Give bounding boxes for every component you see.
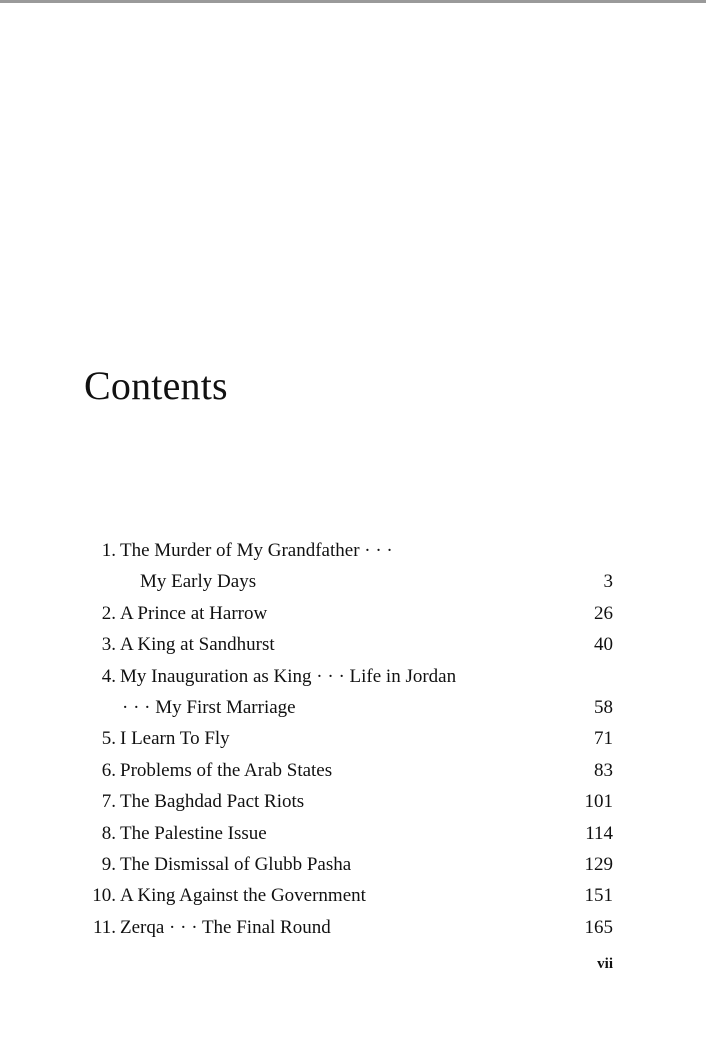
entry-title: · · · My First Marriage	[122, 696, 296, 718]
toc-entry-1	[0, 536, 706, 567]
entry-number: 9.	[101, 853, 116, 875]
toc-entry-5	[0, 724, 706, 755]
toc-entry-11	[0, 913, 706, 944]
top-rule	[0, 0, 706, 3]
page-folio: vii	[597, 956, 613, 972]
entry-page: 165	[584, 916, 613, 938]
entry-page: 26	[594, 602, 613, 624]
entry-number: 3.	[101, 634, 116, 656]
entry-title: Problems of the Arab States	[120, 759, 333, 781]
toc-entry-4-continued	[0, 693, 706, 724]
toc-entry-3	[0, 630, 706, 661]
entry-number: 10.	[92, 885, 116, 907]
entry-page: 83	[594, 759, 613, 781]
entry-title: I Learn To Fly	[120, 728, 230, 750]
toc-entry-4	[0, 662, 706, 693]
toc-entry-10	[0, 881, 706, 912]
entry-title: My Inauguration as King · · · Life in Jordan	[120, 665, 457, 687]
entry-title: The Murder of My Grandfather · · ·	[120, 540, 393, 561]
entry-title: Zerqa · · · The Final Round	[120, 916, 331, 938]
entry-page: 3	[603, 571, 613, 593]
entry-title: The Palestine Issue	[120, 822, 267, 844]
entry-page: 40	[594, 634, 613, 656]
entry-number: 7.	[101, 791, 116, 813]
entry-number: 4.	[101, 665, 116, 687]
entry-number: 6.	[101, 759, 116, 781]
entry-title: A Prince at Harrow	[120, 602, 268, 624]
entry-number: 8.	[101, 822, 116, 844]
page-title: Contents	[84, 363, 228, 408]
entry-page: 114	[585, 822, 613, 844]
entry-page: 151	[584, 885, 613, 907]
entry-number: 2.	[101, 602, 116, 624]
entry-page: 71	[594, 728, 613, 750]
toc-entry-9	[0, 850, 706, 881]
entry-title: A King at Sandhurst	[120, 634, 275, 656]
toc-entry-6	[0, 756, 706, 787]
entry-page: 58	[594, 696, 613, 718]
entry-title: The Dismissal of Glubb Pasha	[120, 853, 352, 875]
entry-page: 101	[584, 791, 613, 813]
entry-title: My Early Days	[140, 571, 257, 593]
entry-page: 129	[584, 853, 613, 875]
entry-number: 11.	[92, 916, 116, 938]
toc-entry-7	[0, 787, 706, 818]
toc-entry-1-continued	[0, 567, 706, 598]
entry-title: The Baghdad Pact Riots	[120, 791, 305, 813]
toc-entry-2	[0, 599, 706, 630]
table-of-contents	[0, 536, 706, 944]
entry-number: 5.	[101, 728, 116, 750]
entry-number: 1.	[101, 540, 116, 561]
entry-title: A King Against the Government	[120, 885, 366, 907]
toc-entry-8	[0, 819, 706, 850]
